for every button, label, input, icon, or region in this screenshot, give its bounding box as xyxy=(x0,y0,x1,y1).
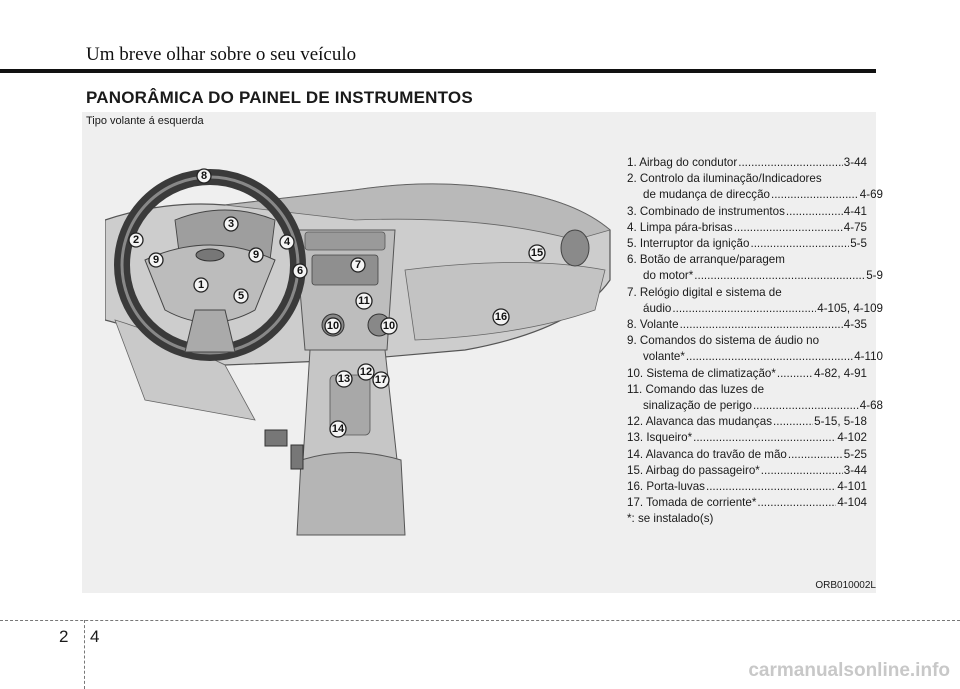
callout-13 xyxy=(336,371,352,387)
svg-text:9: 9 xyxy=(252,249,260,261)
page-number: 4 xyxy=(90,627,100,646)
svg-text:8: 8 xyxy=(200,170,208,182)
legend-item xyxy=(627,447,867,463)
legend-item-continuation: áudio xyxy=(643,301,672,315)
legend-item-page: 4-104 xyxy=(837,496,867,510)
callout-2 xyxy=(129,233,143,247)
armrest xyxy=(297,453,405,536)
legend-item xyxy=(627,317,867,333)
callout-10b xyxy=(381,318,397,334)
legend-item-page: 5-15, 5-18 xyxy=(814,415,867,429)
legend-item-label: 10. Sistema de climatização* xyxy=(627,366,776,380)
legend-item xyxy=(627,366,867,382)
glove-box xyxy=(405,263,605,341)
legend-item-label: 17. Tomada de corriente* xyxy=(627,496,757,510)
chapter-title: Um breve olhar sobre o seu veículo xyxy=(86,44,357,65)
legend-item xyxy=(627,495,867,511)
callout-10a xyxy=(325,318,341,334)
center-vents xyxy=(305,232,385,250)
callout-17 xyxy=(373,372,389,388)
legend-item-label: 4. Limpa pára-brisas xyxy=(627,220,733,234)
leader-dots xyxy=(750,236,849,252)
legend-item-label: 2. Controlo da iluminação/Indicadores xyxy=(627,172,822,186)
chapter-number: 2 xyxy=(59,627,69,646)
legend-item-page: 4-110 xyxy=(854,350,883,364)
leader-dots xyxy=(693,430,836,446)
audio-unit xyxy=(312,255,378,285)
legend-item-label: 16. Porta-luvas xyxy=(627,480,705,494)
legend-item-continuation: sinalização de perigo xyxy=(643,399,752,413)
legend-item-label: 1. Airbag do condutor xyxy=(627,156,738,169)
steering-wheel-badge xyxy=(196,249,224,261)
legend-item xyxy=(627,333,867,349)
legend-item-page: 4-41 xyxy=(843,204,867,218)
legend-item-page: 4-101 xyxy=(837,480,867,494)
legend-item-page: 4-102 xyxy=(837,431,867,445)
legend-item xyxy=(627,430,867,446)
svg-text:12: 12 xyxy=(359,366,373,378)
leader-dots xyxy=(761,463,843,479)
callout-7 xyxy=(351,258,365,272)
legend-item-page: 4-75 xyxy=(843,220,867,234)
leader-dots xyxy=(672,301,816,317)
callout-15 xyxy=(529,245,545,261)
svg-text:13: 13 xyxy=(337,373,351,385)
leader-dots xyxy=(753,398,859,414)
svg-text:17: 17 xyxy=(374,374,388,386)
svg-text:1: 1 xyxy=(197,279,205,291)
leader-dots xyxy=(773,414,813,430)
legend-item-page: 4-82, 4-91 xyxy=(814,366,867,380)
dashboard-illustration xyxy=(105,160,615,540)
legend-item-continued xyxy=(627,349,883,365)
pedal-accel xyxy=(291,445,303,469)
legend-item xyxy=(627,204,867,220)
header-rule xyxy=(0,69,876,73)
leader-dots xyxy=(694,268,865,284)
legend-item xyxy=(627,155,867,171)
watermark: carmanualsonline.info xyxy=(748,660,950,681)
callout-6 xyxy=(293,264,307,278)
svg-text:3: 3 xyxy=(227,218,235,230)
svg-text:14: 14 xyxy=(331,423,345,435)
leader-dots xyxy=(706,479,836,495)
legend-item xyxy=(627,220,867,236)
legend-item-continued xyxy=(627,268,883,284)
leader-dots xyxy=(757,495,836,511)
legend-item xyxy=(627,479,867,495)
svg-text:15: 15 xyxy=(530,247,544,259)
legend-item-continued xyxy=(627,398,883,414)
legend-item-label: 6. Botão de arranque/paragem xyxy=(627,253,785,267)
legend-item-label: 9. Comandos do sistema de áudio no xyxy=(627,334,820,348)
legend-item-page: 4-68 xyxy=(859,399,883,413)
legend-item-continued xyxy=(627,187,883,203)
legend-item-label: 11. Comando das luzes de xyxy=(627,382,765,396)
legend-item-page: 3-44 xyxy=(843,463,867,477)
callout-4 xyxy=(280,235,294,249)
svg-text:10: 10 xyxy=(326,320,340,332)
legend-item-continued xyxy=(627,301,883,317)
callout-14 xyxy=(330,421,346,437)
leader-dots xyxy=(777,366,813,382)
callout-5 xyxy=(234,289,248,303)
legend-item-label: 3. Combinado de instrumentos xyxy=(627,204,785,218)
legend-item-continuation: volante* xyxy=(643,350,685,364)
callout-16 xyxy=(493,309,509,325)
svg-text:7: 7 xyxy=(354,259,362,271)
legend-item xyxy=(627,285,867,301)
legend-item-label: 8. Volante xyxy=(627,318,679,332)
legend-item-label: 12. Alavanca das mudanças xyxy=(627,415,773,429)
legend-item-page: 5-5 xyxy=(850,237,867,251)
callout-8 xyxy=(197,169,211,183)
figure-caption: Tipo volante á esquerda xyxy=(86,115,204,127)
leader-dots xyxy=(734,220,843,236)
legend-item xyxy=(627,463,867,479)
leader-dots xyxy=(788,447,843,463)
legend-item-page: 3-44 xyxy=(843,156,867,169)
legend-note: *: se instalado(s) xyxy=(627,512,714,526)
svg-text:4: 4 xyxy=(283,236,291,248)
legend-item xyxy=(627,414,867,430)
leader-dots xyxy=(786,204,843,220)
legend-item-label: 13. Isqueiro* xyxy=(627,431,693,445)
legend-item-page: 4-35 xyxy=(843,318,867,332)
pedal-brake xyxy=(265,430,287,446)
leader-dots xyxy=(680,317,843,333)
legend-item-continuation: do motor* xyxy=(643,269,694,283)
leader-dots xyxy=(686,349,853,365)
leader-dots xyxy=(771,187,859,203)
svg-text:16: 16 xyxy=(494,311,508,323)
callout-9a xyxy=(149,253,163,267)
legend-item-page: 4-105, 4-109 xyxy=(817,301,883,315)
svg-text:9: 9 xyxy=(152,254,160,266)
legend-item-page: 4-69 xyxy=(859,188,883,202)
legend-item-label: 7. Relógio digital e sistema de xyxy=(627,285,782,299)
legend-item-label: 15. Airbag do passageiro* xyxy=(627,463,760,477)
callout-11 xyxy=(356,293,372,309)
callout-9b xyxy=(249,248,263,262)
legend-item xyxy=(627,252,867,268)
footer-rule xyxy=(0,620,960,621)
legend-item-continuation: de mudança de direcção xyxy=(643,188,770,202)
legend-item-page: 5-25 xyxy=(843,447,867,461)
svg-text:6: 6 xyxy=(296,265,304,277)
legend-item-label: 5. Interruptor da ignição xyxy=(627,237,750,251)
section-title: PANORÂMICA DO PAINEL DE INSTRUMENTOS xyxy=(86,88,473,107)
svg-text:5: 5 xyxy=(237,290,245,302)
side-vent-right xyxy=(561,230,589,266)
svg-text:10: 10 xyxy=(382,320,396,332)
svg-text:2: 2 xyxy=(132,234,140,246)
callout-3 xyxy=(224,217,238,231)
footer-divider xyxy=(84,620,85,689)
figure-ref-code: ORB010002L xyxy=(815,580,876,591)
legend-item-label: 14. Alavanca do travão de mão xyxy=(627,447,787,461)
legend-item xyxy=(627,236,867,252)
legend-item-page: 5-9 xyxy=(866,269,883,283)
leader-dots xyxy=(738,155,843,171)
svg-text:11: 11 xyxy=(358,295,370,307)
legend-list xyxy=(627,155,883,528)
legend-item xyxy=(627,382,867,398)
callout-12 xyxy=(358,364,374,380)
callout-1 xyxy=(194,278,208,292)
legend-item xyxy=(627,171,867,187)
